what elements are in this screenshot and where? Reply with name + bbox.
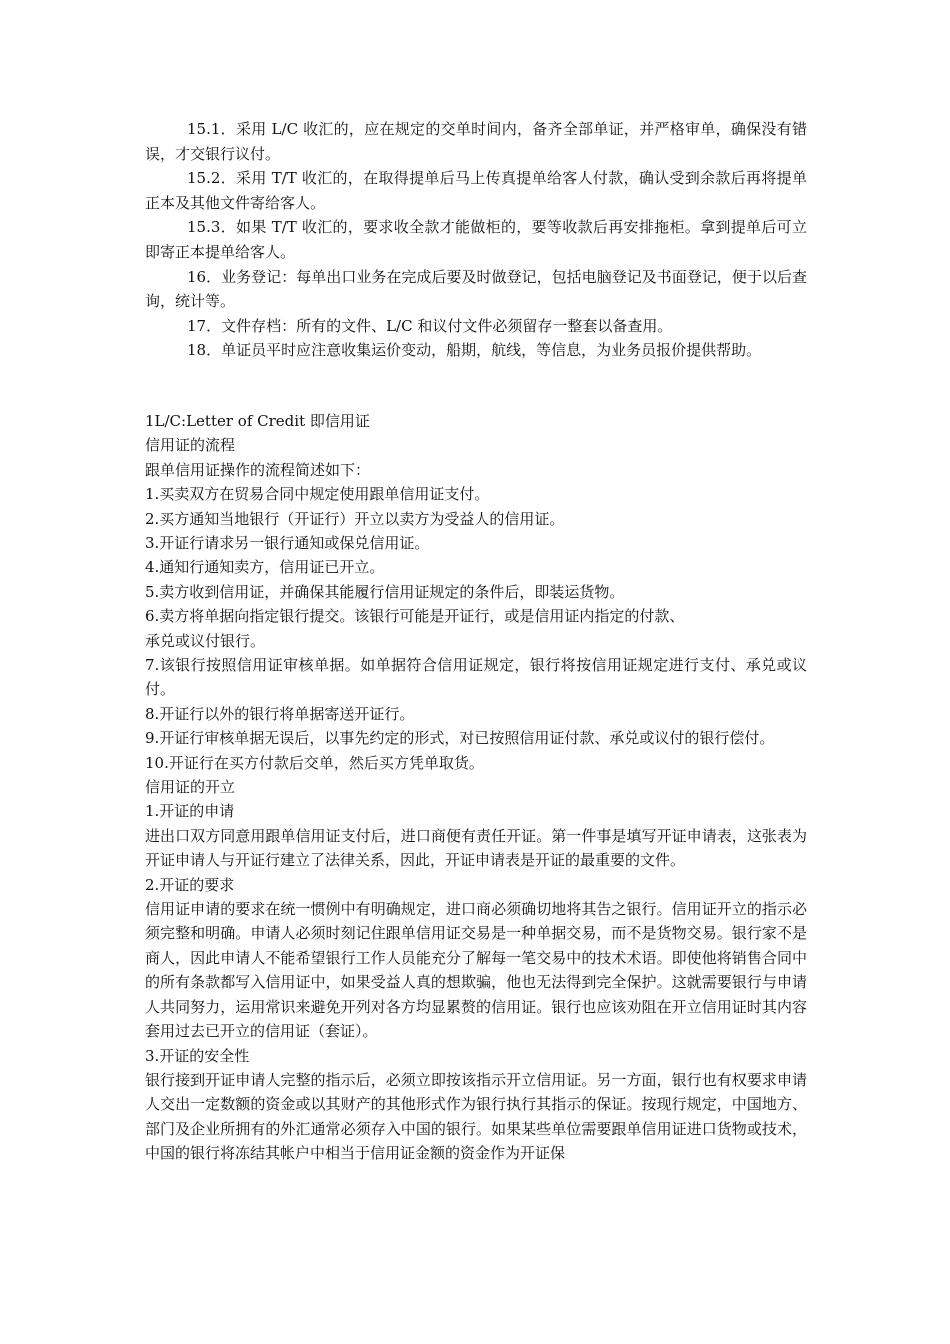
subheading-security: 3.开证的安全性 bbox=[145, 1046, 250, 1065]
flow-step-9: 9.开证行审核单据无误后，以事先约定的形式，对已按照信用证付款、承兑或议付的银行偿付。 bbox=[145, 729, 775, 748]
flow-step-4: 4.通知行通知卖方，信用证已开立。 bbox=[145, 558, 385, 577]
flow-step-6-cont: 承兑或议付银行。 bbox=[145, 631, 266, 650]
subheading-flow: 信用证的流程 bbox=[145, 436, 236, 455]
flow-step-2: 2.买方通知当地银行（开证行）开立以卖方为受益人的信用证。 bbox=[145, 509, 565, 528]
flow-step-1: 1.买卖双方在贸易合同中规定使用跟单信用证支付。 bbox=[145, 485, 490, 504]
section-heading: 1L/C:Letter of Credit 即信用证 bbox=[145, 411, 370, 430]
paragraph-18: 18．单证员平时应注意收集运价变动，船期，航线，等信息，为业务员报价提供帮助。 bbox=[187, 341, 762, 360]
paragraph-15-1: 15.1．采用 L/C 收汇的，应在规定的交单时间内，备齐全部单证，并严格审单，确保没有错误，才交银行议付。 bbox=[145, 120, 807, 163]
paragraph-requirements: 信用证申请的要求在统一惯例中有明确规定，进口商必须确切地将其告之银行。信用证开立的指示必须完整和明确。申请人必须时刻记住跟单信用证交易是一种单据交易，而不是货物交易。银行家不是商人，因此申请人不能希望银行工作人员能充分了解每一笔交易中的技术术语。即使他将销售合同中的所有条款都写入信用证中，如果受益人真的想欺骗，他也无法得到完全保护。这就需要银行与申请人共同努力，运用常识来避免开列对各方均显累赘的信用证。银行也应该劝阻在开立信用证时其内容套用过去已开立的信用证（套证）。 bbox=[145, 900, 807, 1041]
flow-intro: 跟单信用证操作的流程简述如下： bbox=[145, 460, 371, 479]
subheading-application: 1.开证的申请 bbox=[145, 802, 235, 821]
flow-step-6: 6.卖方将单据向指定银行提交。该银行可能是开证行，或是信用证内指定的付款、 bbox=[145, 607, 685, 626]
paragraph-17: 17．文件存档：所有的文件、L/C 和议付文件必须留存一整套以备查用。 bbox=[187, 316, 673, 335]
paragraph-security: 银行接到开证申请人完整的指示后，必须立即按该指示开立信用证。另一方面，银行也有权要求申请人交出一定数额的资金或以其财产的其他形式作为银行执行其指示的保证。按现行规定，中国地方、部门及企业所拥有的外汇通常必须存入中国的银行。如果某些单位需要跟单信用证进口货物或技术，中国的银行将冻结其帐户中相当于信用证金额的资金作为开证保 bbox=[145, 1070, 807, 1163]
flow-step-10: 10.开证行在买方付款后交单，然后买方凭单取货。 bbox=[145, 753, 484, 772]
paragraph-15-2: 15.2．采用 T/T 收汇的，在取得提单后马上传真提单给客人付款，确认受到余款后再将提单正本及其他文件寄给客人。 bbox=[145, 169, 807, 212]
letter-of-credit-section bbox=[145, 409, 807, 1166]
paragraph-15-3: 15.3．如果 T/T 收汇的，要求收全款才能做柜的，要等收款后再安排拖柜。拿到提单后可立即寄正本提单给客人。 bbox=[145, 218, 807, 261]
paragraph-16: 16．业务登记：每单出口业务在完成后要及时做登记，包括电脑登记及书面登记，便于以后查询，统计等。 bbox=[145, 267, 807, 311]
flow-step-7: 7.该银行按照信用证审核单据。如单据符合信用证规定，银行将按信用证规定进行支付、承兑或议付。 bbox=[145, 656, 807, 699]
subheading-requirements: 2.开证的要求 bbox=[145, 875, 235, 894]
section-gap bbox=[145, 363, 807, 409]
flow-step-5: 5.卖方收到信用证，并确保其能履行信用证规定的条件后，即装运货物。 bbox=[145, 582, 625, 601]
flow-step-8: 8.开证行以外的银行将单据寄送开证行。 bbox=[145, 704, 415, 723]
subheading-opening: 信用证的开立 bbox=[145, 778, 236, 797]
paragraph-application: 进出口双方同意用跟单信用证支付后，进口商便有责任开证。第一件事是填写开证申请表，这张表为开证申请人与开证行建立了法律关系，因此，开证申请表是开证的最重要的文件。 bbox=[145, 826, 807, 870]
flow-step-3: 3.开证行请求另一银行通知或保兑信用证。 bbox=[145, 533, 430, 552]
document-body bbox=[145, 117, 807, 1166]
